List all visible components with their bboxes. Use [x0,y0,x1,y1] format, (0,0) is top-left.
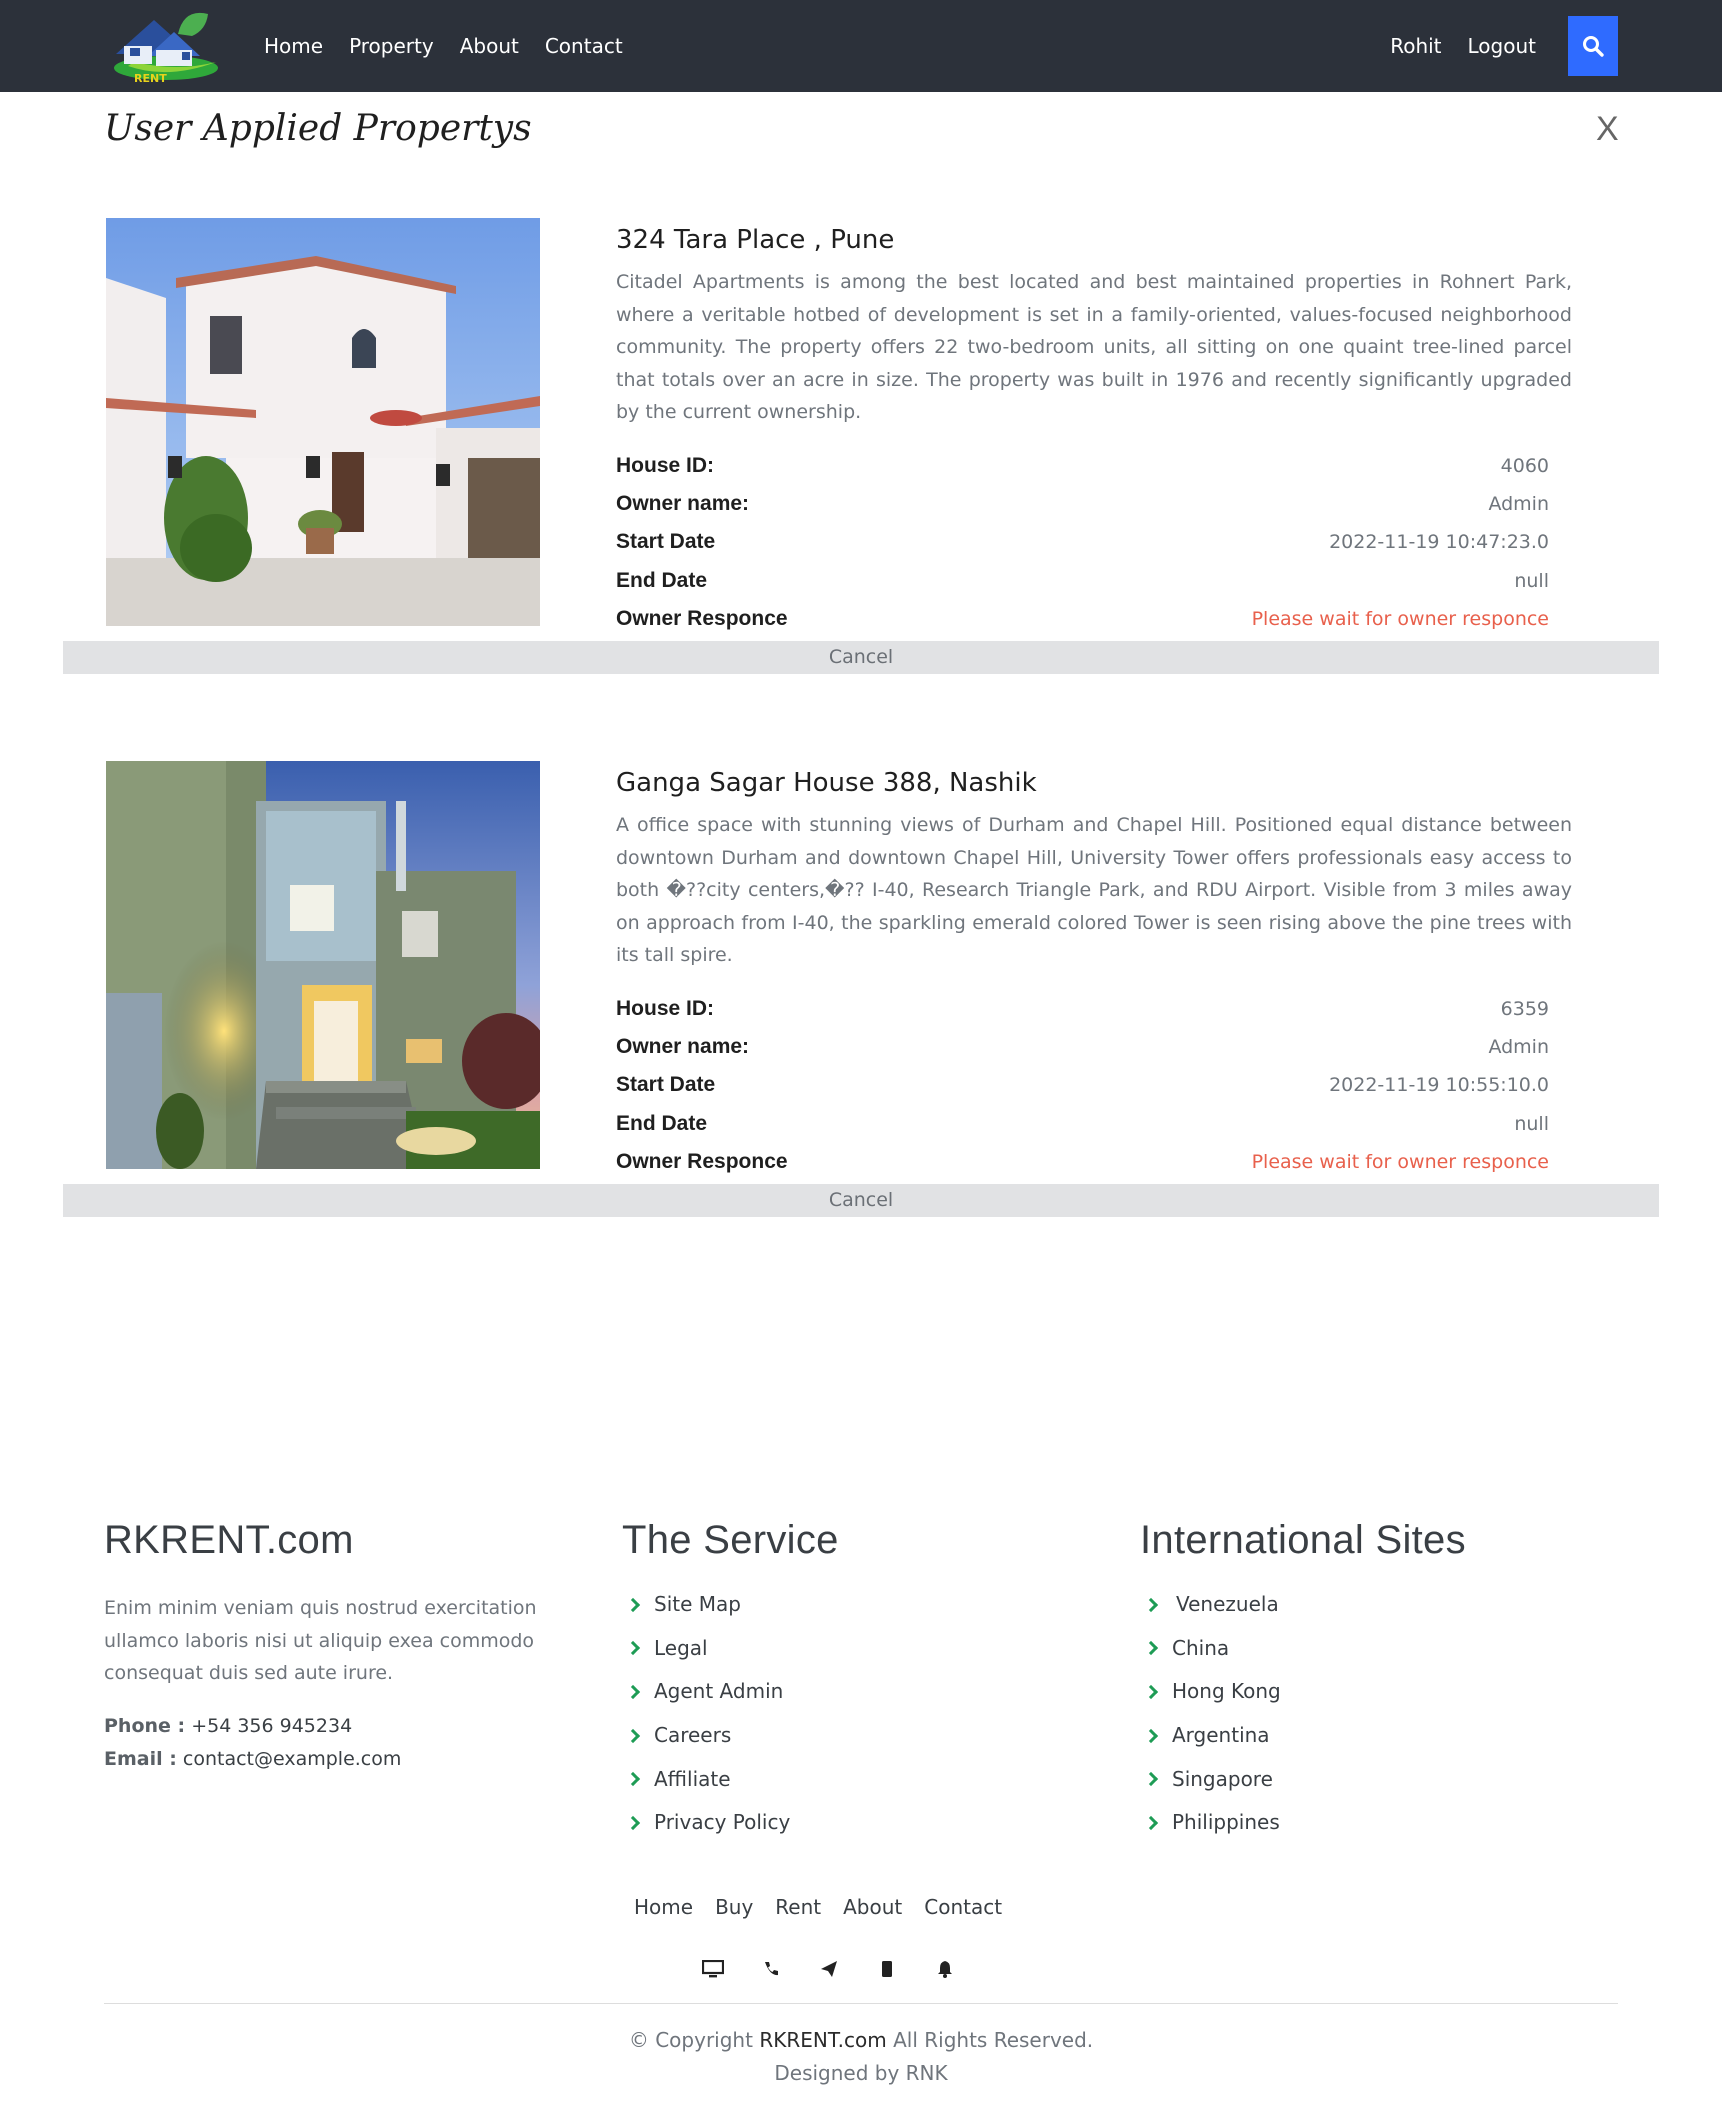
owner-response-row [616,600,1549,638]
social-icons [684,1956,974,1982]
intl-title: International Sites [1140,1518,1466,1562]
footer-brand-column [104,1518,354,1563]
cancel-button[interactable]: Cancel [63,1184,1659,1217]
email-label: Email : [104,1748,177,1770]
application-details [616,218,1572,638]
service-link-site-map[interactable]: Site Map [622,1583,839,1627]
start-date-row [616,523,1549,561]
property-title: Ganga Sagar House 388, Nashik [616,768,1037,798]
owner-label: Owner name: [616,1035,750,1059]
footer-divider [104,2003,1618,2004]
start-date-value: 2022-11-19 10:47:23.0 [1329,531,1549,554]
footer-link-home[interactable]: Home [634,1895,694,1919]
intl-links [1140,1583,1466,1845]
footer-link-buy[interactable]: Buy [715,1895,754,1919]
footer-phone [104,1710,401,1743]
close-button[interactable]: X [1596,110,1619,148]
start-date-value: 2022-11-19 10:55:10.0 [1329,1074,1549,1097]
intl-link-philippines[interactable]: Philippines [1140,1801,1466,1845]
footer-link-about[interactable]: About [843,1895,903,1919]
desktop-icon[interactable] [684,1956,742,1982]
owner-row [616,1028,1549,1066]
chevron-right-icon [626,1729,640,1743]
cancel-button[interactable]: Cancel [63,641,1659,674]
phone-label: Phone : [104,1715,186,1737]
house-id-row [616,990,1549,1028]
service-link-legal[interactable]: Legal [622,1627,839,1671]
svg-text:RENT: RENT [134,72,167,85]
intl-link-singapore[interactable]: Singapore [1140,1757,1466,1801]
start-date-label: Start Date [616,1073,716,1097]
application-info [616,447,1549,638]
owner-response-row [616,1143,1549,1181]
property-photo [106,761,540,1169]
chevron-right-icon [626,1816,640,1830]
owner-response-value: Please wait for owner responce [1251,1150,1549,1173]
start-date-label: Start Date [616,530,716,554]
footer-intl-column [1140,1518,1466,1845]
nav-contact[interactable]: Contact [544,34,623,58]
service-link-affiliate[interactable]: Affiliate [622,1757,839,1801]
owner-response-value: Please wait for owner responce [1251,607,1549,630]
chevron-right-icon [626,1598,640,1612]
chevron-right-icon [1144,1598,1158,1612]
copyright-brand: RKRENT.com [759,2028,887,2052]
nav-home[interactable]: Home [264,34,324,58]
service-link-agent-admin[interactable]: Agent Admin [622,1670,839,1714]
intl-link-argentina[interactable]: Argentina [1140,1714,1466,1758]
nav-property[interactable]: Property [349,34,434,58]
end-date-value: null [1514,569,1549,592]
owner-response-label: Owner Responce [616,606,788,630]
service-link-privacy-policy[interactable]: Privacy Policy [622,1801,839,1845]
application-info [616,990,1549,1181]
house-id-value: 6359 [1500,997,1549,1020]
application-details [616,761,1572,1181]
intl-link-china[interactable]: China [1140,1627,1466,1671]
house-id-label: House ID: [616,996,715,1020]
footer-nav [634,1895,1024,1919]
owner-response-label: Owner Responce [616,1149,788,1173]
email-value[interactable]: contact@example.com [182,1748,402,1770]
logout-link[interactable]: Logout [1467,34,1536,58]
mobile-icon[interactable] [858,1956,916,1982]
end-date-label: End Date [616,568,708,592]
property-description: Citadel Apartments is among the best located and best maintained properties in Rohnert Park, where a veritable hotbed of development is set in a family-oriented, values-focused neighborhood community. The property offers 22 two-bedroom units, all sitting on one quaint tree-lined parcel that totals over an acre in size. The property was built in 1976 and recently significantly upgraded by the current ownership. [616,271,1572,424]
owner-value: Admin [1488,493,1549,516]
property-description: A office space with stunning views of Durham and Chapel Hill. Positioned equal distance between downtown Durham and downtown Chapel Hill, University Tower offers professionals easy access to both �??city centers,�?? I-40, Research Triangle Park, and RDU Airport. Visible from 3 miles away on approach from I-40, the sparkling emerald colored Tower is seen rising above the pine trees with its tall spire. [616,814,1572,967]
paper-plane-icon[interactable] [800,1956,858,1982]
intl-link-hong-kong[interactable]: Hong Kong [1140,1670,1466,1714]
house-id-label: House ID: [616,453,715,477]
nav-about[interactable]: About [459,34,519,58]
footer-email [104,1743,401,1776]
footer-link-rent[interactable]: Rent [775,1895,822,1919]
house-id-row [616,447,1549,485]
service-title: The Service [622,1518,839,1562]
application-card [0,761,1722,1221]
chevron-right-icon [1144,1816,1158,1830]
property-photo [106,218,540,626]
end-date-label: End Date [616,1111,708,1135]
phone-icon[interactable] [742,1956,800,1982]
footer-brand: RKRENT.com [104,1518,354,1562]
chevron-right-icon [1144,1772,1158,1786]
footer-about-text: Enim minim veniam quis nostrud exercitation ullamco laboris nisi ut aliquip exea commodo consequat duis sed aute irure. [104,1597,537,1685]
end-date-row [616,1105,1549,1143]
copyright: © Copyright RKRENT.com All Rights Reserved. [628,2028,1094,2052]
bell-icon[interactable] [916,1956,974,1982]
phone-value[interactable]: +54 356 945234 [191,1715,353,1737]
end-date-row [616,562,1549,600]
intl-link-venezuela[interactable]: Venezuela [1140,1583,1466,1627]
footer-link-contact[interactable]: Contact [924,1895,1003,1919]
property-title: 324 Tara Place , Pune [616,225,895,255]
main-nav [264,0,649,92]
start-date-row [616,1066,1549,1104]
chevron-right-icon [626,1685,640,1699]
footer-service-column [622,1518,839,1845]
owner-row [616,485,1549,523]
chevron-right-icon [626,1772,640,1786]
user-name-link[interactable]: Rohit [1390,34,1442,58]
chevron-right-icon [1144,1729,1158,1743]
search-icon [1581,34,1605,58]
end-date-value: null [1514,1112,1549,1135]
footer-contact [104,1710,401,1776]
chevron-right-icon [1144,1685,1158,1699]
application-card [0,218,1722,678]
service-link-careers[interactable]: Careers [622,1714,839,1758]
designed-by: Designed by RNK [774,2061,948,2085]
page-title: User Applied Propertys [104,108,532,149]
user-nav [1364,0,1536,92]
service-links [622,1583,839,1845]
chevron-right-icon [1144,1641,1158,1655]
house-id-value: 4060 [1500,454,1549,477]
owner-label: Owner name: [616,492,750,516]
navbar [0,0,1722,92]
chevron-right-icon [626,1641,640,1655]
rent-logo[interactable] [108,6,224,86]
owner-value: Admin [1488,1036,1549,1059]
search-button[interactable] [1568,16,1618,76]
